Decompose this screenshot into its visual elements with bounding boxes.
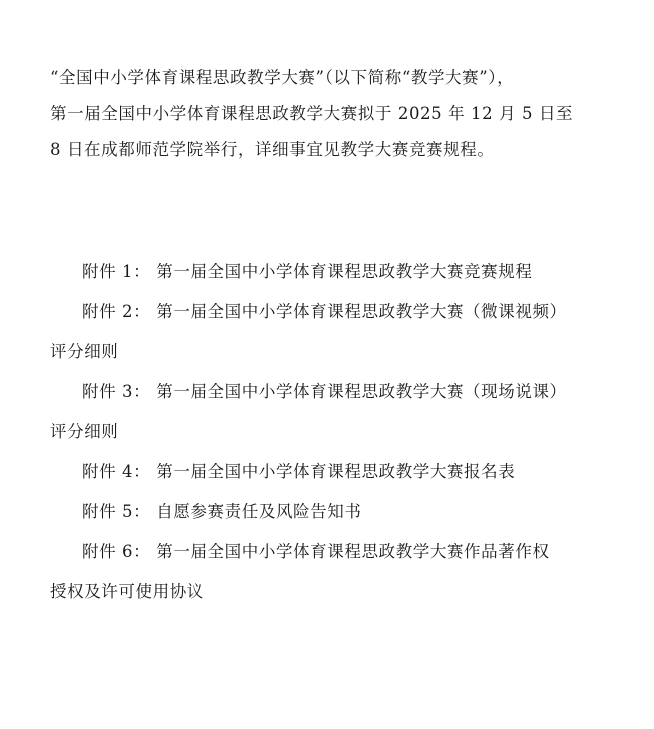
attachment-first-line: [50, 292, 610, 332]
attachment-title-continued: 授权及许可使用协议: [50, 582, 204, 601]
attachment-item: [50, 292, 610, 372]
attachment-title: 第一届全国中小学体育课程思政教学大赛（现场说课）: [156, 382, 567, 401]
attachment-item: [50, 372, 610, 452]
attachment-first-line: [50, 452, 610, 492]
attachment-first-line: [50, 372, 610, 412]
attachment-title-continued: 评分细则: [50, 342, 119, 361]
attachment-title: 第一届全国中小学体育课程思政教学大赛报名表: [156, 462, 516, 481]
intro-paragraph: [50, 60, 610, 168]
attachment-label: 附件 6：: [82, 542, 151, 561]
attachment-title-continued: 评分细则: [50, 422, 119, 441]
attachment-label: 附件 3：: [82, 382, 151, 401]
attachment-first-line: [50, 532, 610, 572]
attachment-list: [50, 252, 610, 612]
attachment-title: 第一届全国中小学体育课程思政教学大赛作品著作权: [156, 542, 550, 561]
attachment-title: 第一届全国中小学体育课程思政教学大赛（微课视频）: [156, 302, 567, 321]
intro-line: “全国中小学体育课程思政教学大赛”（以下简称“教学大赛”），: [50, 68, 515, 87]
attachment-item: [50, 452, 610, 492]
attachment-label: 附件 1：: [82, 262, 151, 281]
attachment-title: 自愿参赛责任及风险告知书: [156, 502, 362, 521]
intro-line: 第一届全国中小学体育课程思政教学大赛拟于 2025 年 12 月 5 日至: [50, 104, 574, 123]
attachment-label: 附件 2：: [82, 302, 151, 321]
intro-text: [50, 60, 610, 168]
intro-line: 8 日在成都师范学院举行，详细事宜见教学大赛竞赛规程。: [50, 140, 495, 159]
attachment-label: 附件 4：: [82, 462, 151, 481]
attachment-label: 附件 5：: [82, 502, 151, 521]
attachment-title: 第一届全国中小学体育课程思政教学大赛竞赛规程: [156, 262, 533, 281]
attachment-item: [50, 532, 610, 612]
attachment-first-line: [50, 252, 610, 292]
attachment-item: [50, 252, 610, 292]
attachment-first-line: [50, 492, 610, 532]
attachment-item: [50, 492, 610, 532]
